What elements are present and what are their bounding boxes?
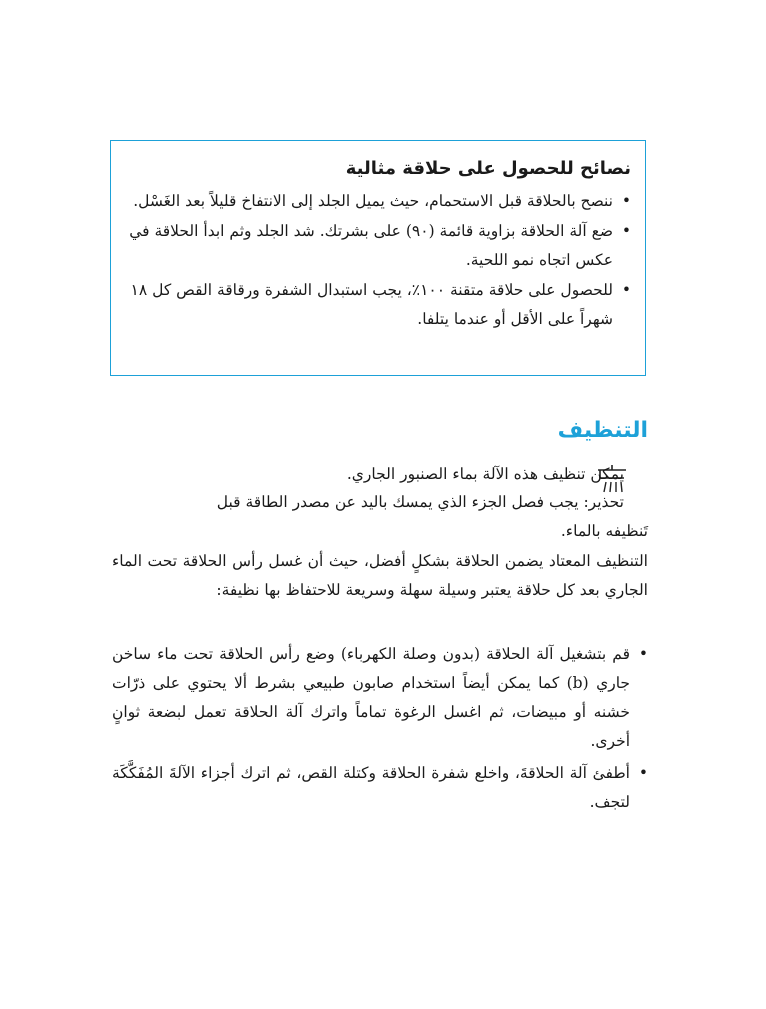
tips-list	[129, 187, 631, 334]
step-item: • أطفئ آلة الحلاقةَ، واخلع شفرة الحلاقة وكتلة القص، ثم اترك أجزاء الآلةَ المُفَكَّكَة لتجف.	[112, 759, 648, 817]
warning-text: تحذير: يجب فصل الجزء الذي يمسك باليد عن مصدر الطاقة قبل	[216, 493, 624, 511]
bullet: •	[638, 645, 648, 663]
tip-item: • ننصح بالحلاقة قبل الاستحمام، حيث يميل الجلد إلى الانتفاخ قليلاً بعد الغَسْل.	[129, 187, 631, 216]
tips-box	[110, 140, 646, 376]
bullet: •	[621, 192, 631, 210]
cleaning-title: التنظيف	[557, 418, 648, 443]
bullet: •	[621, 222, 631, 240]
step-item: • قم بتشغيل آلة الحلاقة (بدون وصلة الكهرباء) وضع رأس الحلاقة تحت ماء ساخن جاري (b) كما يمكن أيضاً استخدام صابون طبيعي بشرط ألا يحتوي على ذرّات خشنه أو مبيضات، ثم اغسل الرغوة تماماً واترك آلة الحلاقة تعمل لبضعة ثوانٍ أخرى.	[112, 640, 648, 756]
cleaning-line: يمكن تنظيف هذه الآلة بماء الصنبور الجاري.	[346, 465, 624, 483]
tip-item: • ضع آلة الحلاقة بزاوية قائمة (٩٠) على بشرتك. شد الجلد وثم ابدأ الحلاقة في عكس اتجاه نمو اللحية.	[129, 217, 631, 275]
warning-text-continued: تَنظيفه بالماء.	[560, 522, 648, 540]
cleaning-paragraph: التنظيف المعتاد يضمن الحلاقة بشكلٍ أفضل، حيث أن غسل رأس الحلاقة تحت الماء الجاري بعد كل حلاقة يعتبر وسيلة سهلة وسريعة للاحتفاظ بها نظيفة:	[112, 552, 648, 599]
bullet: •	[621, 281, 631, 299]
tips-title: نصائح للحصول على حلاقة مثالية	[345, 158, 631, 179]
tip-item: • للحصول على حلاقة متقنة ١٠٠٪، يجب استبدال الشفرة ورقاقة القص كل ١٨ شهراً على الأقل أو عندما يتلفا.	[129, 276, 631, 334]
bullet: •	[638, 764, 648, 782]
cleaning-steps	[112, 640, 648, 820]
